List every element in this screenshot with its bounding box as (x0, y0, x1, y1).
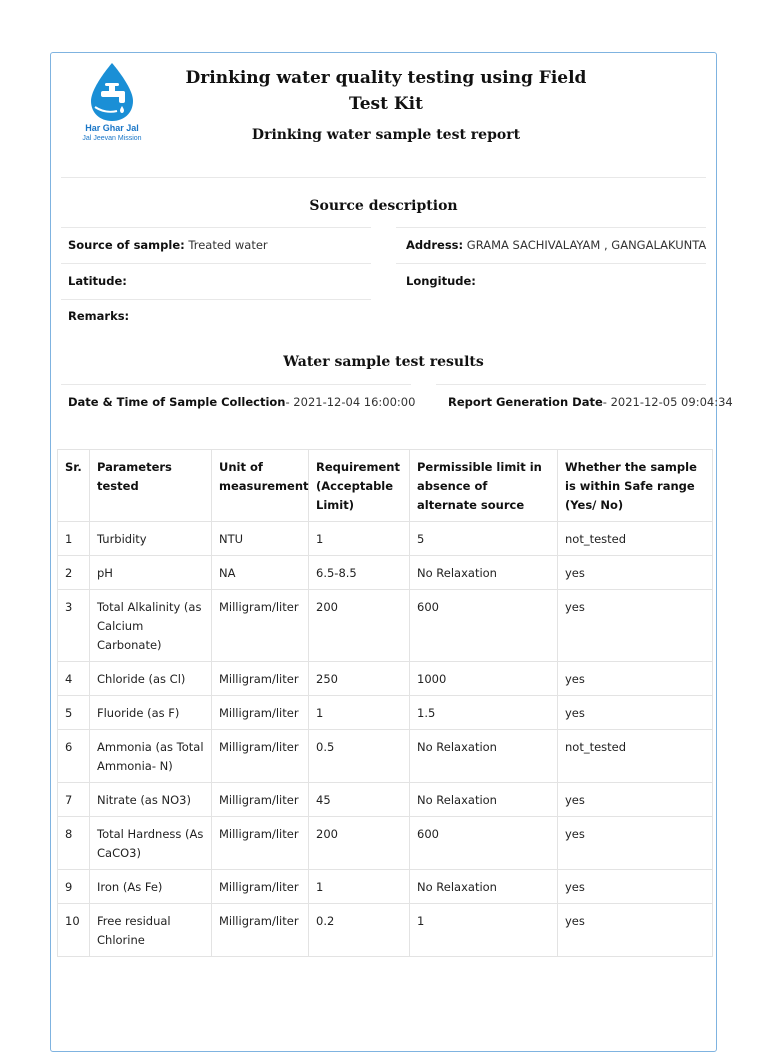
results-section-title: Water sample test results (283, 354, 484, 370)
table-cell: 1.5 (410, 696, 558, 730)
row-divider (61, 263, 371, 264)
table-cell: Iron (As Fe) (90, 870, 212, 904)
table-cell: 250 (309, 662, 410, 696)
table-cell: 3 (58, 590, 90, 662)
table-cell: not_tested (558, 730, 713, 783)
table-cell: Free residual Chlorine (90, 904, 212, 957)
logo-line1: Har Ghar Jal (85, 123, 139, 133)
table-cell: yes (558, 662, 713, 696)
jal-jeevan-mission-logo (77, 61, 147, 153)
table-cell: 200 (309, 817, 410, 870)
table-cell: 9 (58, 870, 90, 904)
table-cell: Milligram/liter (212, 783, 309, 817)
latitude (68, 274, 127, 288)
table-cell: 200 (309, 590, 410, 662)
table-body (58, 522, 713, 957)
table-cell: Nitrate (as NO3) (90, 783, 212, 817)
column-header: Parameters tested (90, 450, 212, 522)
table-cell: 4 (58, 662, 90, 696)
table-cell: No Relaxation (410, 783, 558, 817)
address-label: Address: (406, 238, 464, 252)
table-cell: Milligram/liter (212, 662, 309, 696)
table-cell: NA (212, 556, 309, 590)
table-cell: Total Alkalinity (as Calcium Carbonate) (90, 590, 212, 662)
table-cell: 1 (309, 696, 410, 730)
table-row (58, 904, 713, 957)
column-header: Whether the sample is within Safe range (Yes/ No) (558, 450, 713, 522)
latitude-label: Latitude: (68, 274, 127, 288)
table-cell: 1 (410, 904, 558, 957)
table-cell: Total Hardness (As CaCO3) (90, 817, 212, 870)
table-row (58, 522, 713, 556)
table-cell: 10 (58, 904, 90, 957)
row-divider (61, 227, 371, 228)
sample-collection-label: Date & Time of Sample Collection (68, 395, 286, 409)
report-card (50, 52, 733, 1052)
report-generation-date (448, 395, 733, 409)
column-header: Permissible limit in absence of alternate source (410, 450, 558, 522)
table-row (58, 730, 713, 783)
address-value: GRAMA SACHIVALAYAM , GANGALAKUNTA (463, 238, 707, 252)
source-of-sample-label: Source of sample: (68, 238, 185, 252)
address (406, 238, 706, 252)
table-cell: pH (90, 556, 212, 590)
longitude-label: Longitude: (406, 274, 476, 288)
table-cell: yes (558, 870, 713, 904)
row-divider (61, 384, 411, 385)
table-cell: 0.5 (309, 730, 410, 783)
table-cell: 7 (58, 783, 90, 817)
table-cell: No Relaxation (410, 730, 558, 783)
table-cell: 1 (309, 522, 410, 556)
row-divider (61, 299, 371, 300)
row-divider (396, 263, 706, 264)
table-row (58, 783, 713, 817)
table-row (58, 696, 713, 730)
table-cell: 600 (410, 590, 558, 662)
sample-collection-value: - 2021-12-04 16:00:00 (285, 395, 416, 409)
table-header-row (58, 450, 713, 522)
table-cell: 1 (309, 870, 410, 904)
table-row (58, 590, 713, 662)
table-cell: Milligram/liter (212, 590, 309, 662)
table-cell: 45 (309, 783, 410, 817)
remarks (68, 309, 129, 323)
table-cell: 6 (58, 730, 90, 783)
table-cell: 5 (58, 696, 90, 730)
report-header (51, 53, 716, 177)
sample-collection-datetime (68, 395, 415, 409)
table-row (58, 556, 713, 590)
table-cell: Milligram/liter (212, 904, 309, 957)
test-results-table (57, 449, 713, 957)
column-header: Sr. (58, 450, 90, 522)
table-cell: Turbidity (90, 522, 212, 556)
report-title: Drinking water quality testing using Field Test Kit (185, 68, 587, 114)
source-of-sample-value: Treated water (184, 238, 268, 252)
table-cell: 5 (410, 522, 558, 556)
remarks-label: Remarks: (68, 309, 130, 323)
source-section-title: Source description (309, 198, 458, 214)
table-cell: 2 (58, 556, 90, 590)
table-cell: yes (558, 556, 713, 590)
table-cell: 1 (58, 522, 90, 556)
report-generation-value: - 2021-12-05 09:04:34 (602, 395, 733, 409)
table-cell: 6.5-8.5 (309, 556, 410, 590)
table-row (58, 870, 713, 904)
report-generation-label: Report Generation Date (448, 395, 603, 409)
table-cell: Fluoride (as F) (90, 696, 212, 730)
table-cell: yes (558, 590, 713, 662)
table-cell: yes (558, 783, 713, 817)
table-row (58, 817, 713, 870)
row-divider (396, 227, 706, 228)
table-cell: NTU (212, 522, 309, 556)
logo-line2: Jal Jeevan Mission (82, 135, 142, 142)
table-cell: yes (558, 817, 713, 870)
longitude (406, 274, 476, 288)
table-cell: Chloride (as Cl) (90, 662, 212, 696)
table-cell: Ammonia (as Total Ammonia- N) (90, 730, 212, 783)
row-divider (436, 384, 706, 385)
table-cell: 8 (58, 817, 90, 870)
source-of-sample (68, 238, 268, 252)
table-cell: yes (558, 696, 713, 730)
table-cell: Milligram/liter (212, 817, 309, 870)
table-cell: not_tested (558, 522, 713, 556)
table-cell: No Relaxation (410, 556, 558, 590)
table-cell: Milligram/liter (212, 870, 309, 904)
header-divider (61, 177, 706, 178)
table-cell: 600 (410, 817, 558, 870)
table-cell: Milligram/liter (212, 696, 309, 730)
water-drop-tap-icon (77, 61, 147, 123)
column-header: Requirement (Acceptable Limit) (309, 450, 410, 522)
column-header: Unit of measurement (212, 450, 309, 522)
table-cell: yes (558, 904, 713, 957)
report-subtitle: Drinking water sample test report (251, 127, 521, 143)
table-cell: No Relaxation (410, 870, 558, 904)
table-cell: Milligram/liter (212, 730, 309, 783)
table-cell: 0.2 (309, 904, 410, 957)
table-row (58, 662, 713, 696)
table-cell: 1000 (410, 662, 558, 696)
